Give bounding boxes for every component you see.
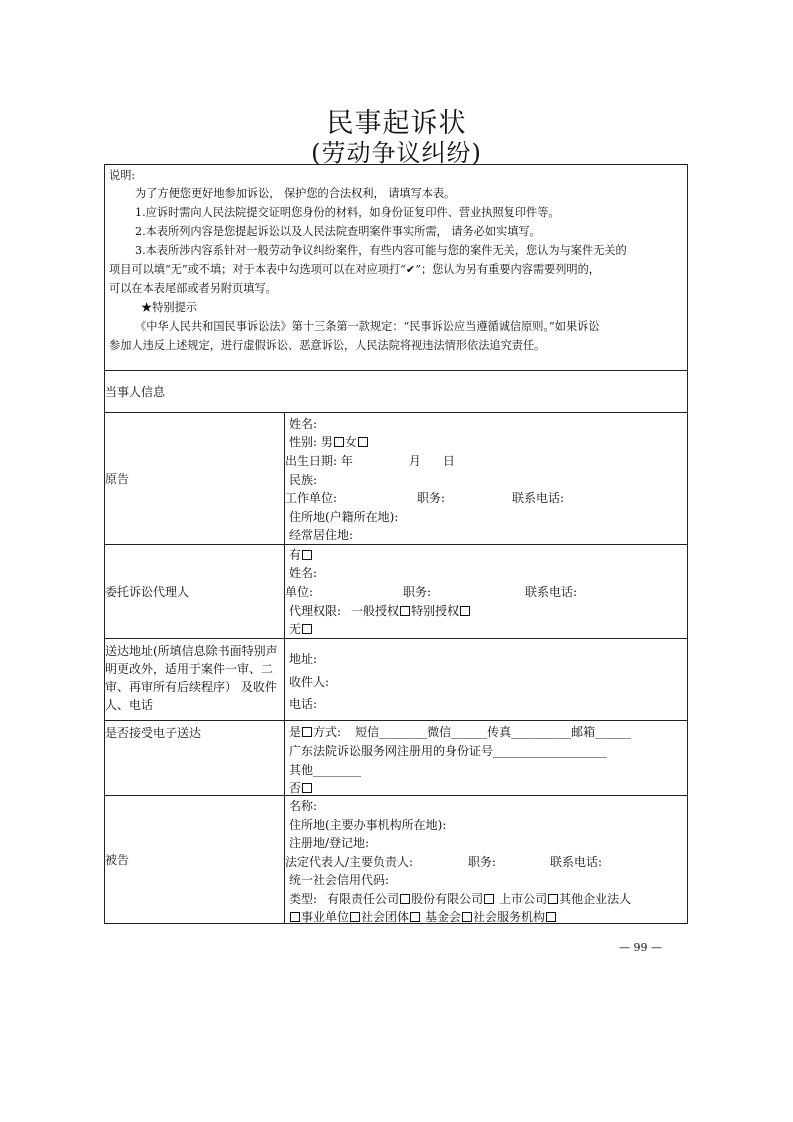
plaintiff-row xyxy=(105,413,687,545)
plaintiff-birth-field[interactable] xyxy=(285,452,455,470)
agent-name-field[interactable]: 姓名: xyxy=(289,566,318,580)
female-checkbox[interactable] xyxy=(358,437,368,447)
plaintiff-label: 原告 xyxy=(105,471,130,486)
listed-checkbox[interactable] xyxy=(548,894,558,904)
defendant-legal-rep-field[interactable]: 法定代表人/主要负责人: xyxy=(285,855,414,869)
complaint-form xyxy=(104,164,688,924)
instructions-section xyxy=(105,165,687,371)
instructions-p4c: 可以在本表尾部或者另附页填写。 xyxy=(109,282,277,295)
type-label: 类型: xyxy=(289,892,318,906)
birth-day-label: 日 xyxy=(442,454,455,468)
method-label: 方式: xyxy=(313,725,342,739)
agent-label: 委托诉讼代理人 xyxy=(105,584,190,599)
foundation-checkbox[interactable] xyxy=(462,912,472,922)
social-service-label: 社会服务机构 xyxy=(473,910,546,924)
service-address-row xyxy=(105,639,687,721)
social-organization-label: 社会团体 xyxy=(361,910,410,924)
law-citation-a: 《中华人民共和国民事诉讼法》第十三条第一款规定：“民事诉讼应当遵循诚信原则。”如果诉讼 xyxy=(135,320,600,333)
party-info-header-row xyxy=(105,371,687,413)
birth-year-label: 年 xyxy=(340,454,353,468)
agent-none-label: 无 xyxy=(289,622,302,636)
instructions-heading: 说明: xyxy=(109,169,136,182)
public-institution-checkbox[interactable] xyxy=(290,912,300,922)
electronic-no-option[interactable] xyxy=(289,779,313,797)
defendant-type-line1 xyxy=(289,890,631,908)
agent-yes-label: 有 xyxy=(289,548,302,562)
agent-yes-option[interactable] xyxy=(289,546,313,564)
electronic-yes-checkbox[interactable] xyxy=(302,727,312,737)
agent-unit-field[interactable]: 单位: xyxy=(285,585,314,599)
instructions-p4b: 项目可以填“无”或不填；对于本表中勾选项可以在对应项打“✔”；您认为另有重要内容需要列明的， xyxy=(109,263,600,276)
defendant-position-field[interactable]: 职务: xyxy=(468,855,497,869)
page-number: — 99 — xyxy=(619,941,662,954)
agent-yes-checkbox[interactable] xyxy=(302,550,312,560)
general-authority-checkbox[interactable] xyxy=(400,606,410,616)
special-notice-heading: ★特别提示 xyxy=(141,301,197,314)
wechat-field[interactable]: 微信______ xyxy=(427,725,488,739)
document-subtitle: (劳动争议纠纷) xyxy=(311,139,482,167)
foundation-checkbox-pre[interactable] xyxy=(410,912,420,922)
defendant-credit-code-field[interactable]: 统一社会信用代码: xyxy=(289,873,390,887)
special-authority-checkbox[interactable] xyxy=(460,606,470,616)
email-field[interactable]: 邮箱______ xyxy=(571,725,632,739)
jsc-checkbox[interactable] xyxy=(484,894,494,904)
social-organization-checkbox[interactable] xyxy=(350,912,360,922)
social-service-checkbox[interactable] xyxy=(546,912,556,922)
agent-none-checkbox[interactable] xyxy=(302,624,312,634)
agent-authority-field[interactable] xyxy=(289,602,471,620)
service-address-label: 送达地址(所填信息除书面特别声明更改外，适用于案件一审、二审、再审所有后续程序） 及收件人、电话 xyxy=(105,644,278,712)
electronic-no-label: 否 xyxy=(289,781,302,795)
electronic-yes-option[interactable] xyxy=(289,723,631,741)
foundation-label: 基金会 xyxy=(425,910,462,924)
law-citation-b: 参加人违反上述规定，进行虚假诉讼、恶意诉讼，人民法院将视违法情形依法追究责任。 xyxy=(109,339,546,352)
service-phone-field[interactable]: 电话: xyxy=(289,697,318,711)
plaintiff-gender-field[interactable] xyxy=(289,433,369,451)
defendant-name-field[interactable]: 名称: xyxy=(289,799,318,813)
instructions-p4a: 3.本表所涉内容系针对一般劳动争议纠纷案件，有些内容可能与您的案件无关，您认为与案件无关的 xyxy=(135,244,627,257)
plaintiff-position-field[interactable]: 职务: xyxy=(417,491,446,505)
document-title: 民事起诉状 xyxy=(326,108,467,139)
listed-label: 上市公司 xyxy=(499,892,548,906)
gender-label: 性别: xyxy=(289,435,318,449)
agent-none-option[interactable] xyxy=(289,620,313,638)
birth-month-label: 月 xyxy=(408,454,421,468)
electronic-yes-label: 是 xyxy=(289,725,302,739)
electronic-no-checkbox[interactable] xyxy=(302,783,312,793)
defendant-domicile-field[interactable]: 住所地(主要办事机构所在地): xyxy=(289,818,447,832)
jsc-label: 股份有限公司 xyxy=(411,892,484,906)
defendant-registry-field[interactable]: 注册地/登记地: xyxy=(289,836,370,850)
instructions-p3: 2.本表所列内容是您提起诉讼以及人民法院查明案件事实所需， 请务必如实填写。 xyxy=(135,225,541,238)
defendant-label: 被告 xyxy=(105,852,130,867)
llc-checkbox[interactable] xyxy=(400,894,410,904)
authority-label: 代理权限: xyxy=(289,604,342,618)
female-option-label: 女 xyxy=(344,435,357,449)
plaintiff-work-unit-field[interactable]: 工作单位: xyxy=(285,491,338,505)
portal-id-field[interactable]: 广东法院诉讼服务网注册用的身份证号___________________ xyxy=(289,744,608,758)
llc-label: 有限责任公司 xyxy=(327,892,400,906)
other-method-field[interactable]: 其他________ xyxy=(289,763,362,777)
plaintiff-ethnic-field[interactable]: 民族: xyxy=(289,473,318,487)
electronic-service-row xyxy=(105,721,687,796)
party-info-header: 当事人信息 xyxy=(105,385,166,399)
plaintiff-residence-field[interactable]: 经常居住地: xyxy=(289,528,354,542)
birth-label: 出生日期: xyxy=(285,454,338,468)
instructions-p2: 1.应诉时需向人民法院提交证明您身份的材料，如身份证复印件、营业执照复印件等。 xyxy=(135,206,560,219)
agent-row xyxy=(105,545,687,639)
service-recipient-field[interactable]: 收件人: xyxy=(289,675,330,689)
agent-phone-field[interactable]: 联系电话: xyxy=(525,585,578,599)
electronic-service-label: 是否接受电子送达 xyxy=(105,726,202,740)
agent-position-field[interactable]: 职务: xyxy=(403,585,432,599)
sms-field[interactable]: 短信________ xyxy=(355,725,428,739)
plaintiff-phone-field[interactable]: 联系电话: xyxy=(512,491,565,505)
general-authority-label: 一般授权 xyxy=(351,604,400,618)
other-enterprise-label: 其他企业法人 xyxy=(559,892,632,906)
service-address-field[interactable]: 地址: xyxy=(289,652,318,666)
defendant-row xyxy=(105,796,687,923)
instructions-p1: 为了方便您更好地参加诉讼， 保护您的合法权利， 请填写本表。 xyxy=(135,187,456,200)
male-option-label: 男 xyxy=(320,435,333,449)
fax-field[interactable]: 传真__________ xyxy=(487,725,572,739)
defendant-type-line2 xyxy=(289,908,557,926)
plaintiff-name-field[interactable]: 姓名: xyxy=(289,417,318,431)
special-authority-label: 特别授权 xyxy=(411,604,460,618)
defendant-phone-field[interactable]: 联系电话: xyxy=(550,855,603,869)
plaintiff-domicile-field[interactable]: 住所地(户籍所在地): xyxy=(289,510,399,524)
male-checkbox[interactable] xyxy=(334,437,344,447)
public-institution-label: 事业单位 xyxy=(301,910,350,924)
